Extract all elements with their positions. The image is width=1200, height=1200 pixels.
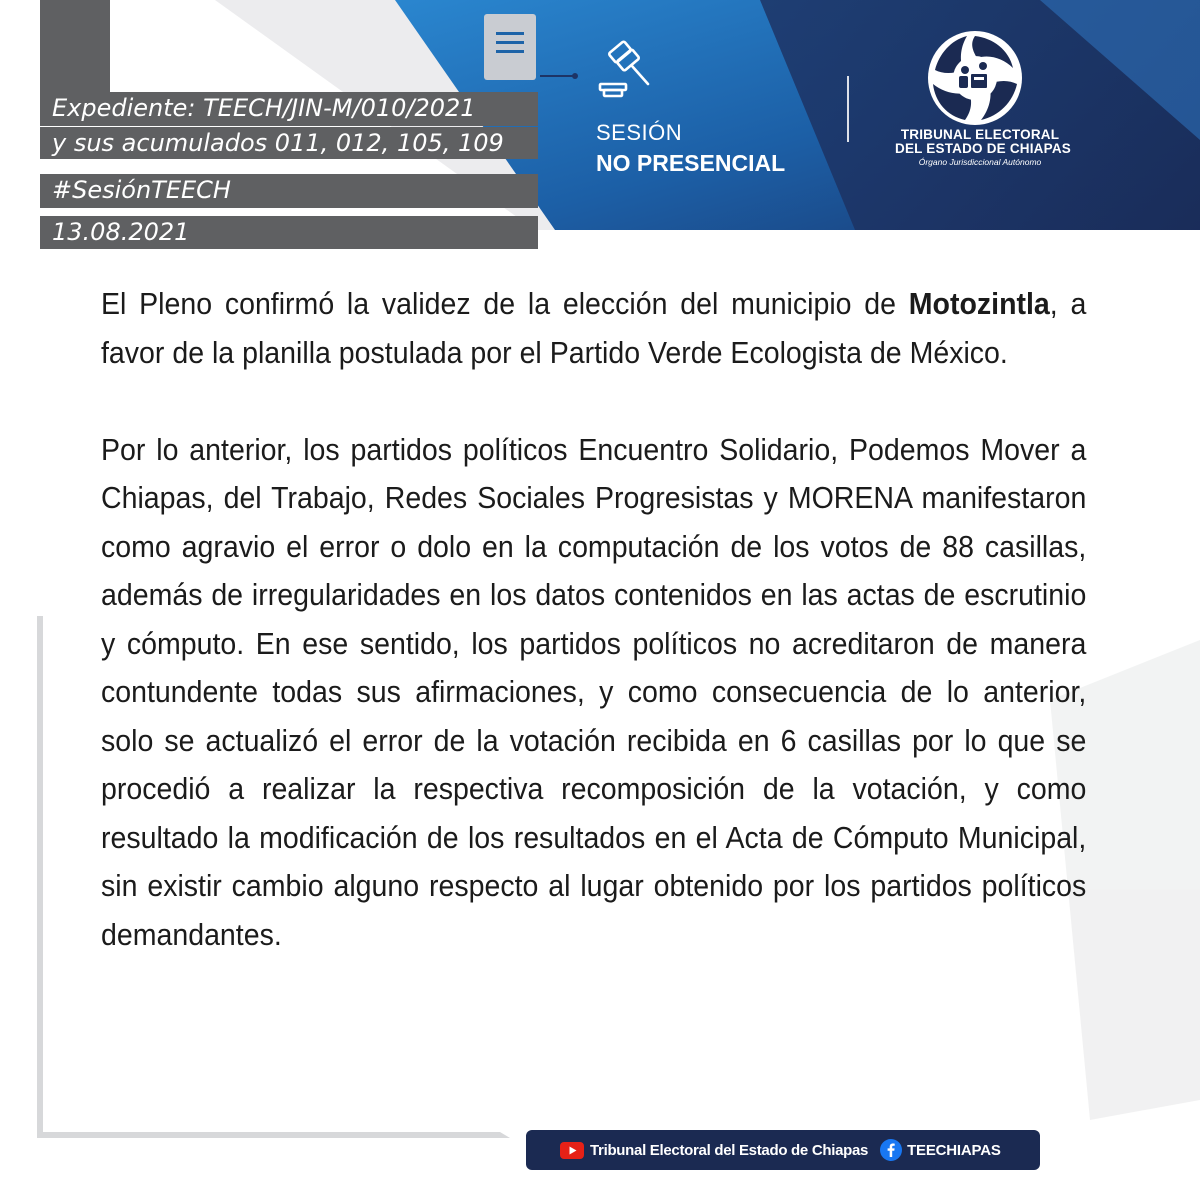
expediente-line-2: y sus acumulados 011, 012, 105, 109 [40,127,538,159]
organization-name [895,127,1071,168]
paragraph-1-end: , a favor de la planilla postulada por el Partido Verde Ecologista de México. [101,286,1087,370]
youtube-channel-link[interactable]: Tribunal Electoral del Estado de Chiapas [590,1141,869,1159]
header-divider [847,76,849,142]
paragraph-1 [101,280,1086,377]
expediente-line-1: Expediente: TEECH/JIN-M/010/2021 [40,92,538,126]
paragraph-1-start: El Pleno confirmó la validez de la elección del municipio de [101,286,909,321]
date-label: 13.08.2021 [40,216,538,249]
teech-logo [924,28,1026,128]
hashtag-label: #SesiónTEECH [40,174,538,208]
paragraph-gap [101,377,1086,426]
organization-name-line-1: TRIBUNAL ELECTORAL [900,127,1060,142]
municipality-name: Motozintla [908,286,1050,321]
youtube-icon[interactable] [560,1142,584,1159]
paragraph-2: Por lo anterior, los partidos políticos Encuentro Solidario, Podemos Mover a Chiapas, del Trabajo, Redes Sociales Progresistas y MORENA manifestaron como agravio el error o dolo en la computación de los votos de 88 casillas, además de irregularidades en los datos contenidos en las actas de escrutinio y cómputo. En ese sentido, los partidos políticos no acreditaron de manera contundente todas sus afirmaciones, y como consecuencia de lo anterior, solo se actualizó el error de la votación recibida en 6 casillas por lo que se procedió a realizar la respectiva recomposición de la votación, y como resultado la modificación de los resultados en el Acta de Cómputo Municipal, sin existir cambio alguno respecto al lugar obtenido por los partidos políticos demandantes. [101,431,1087,952]
document-icon [484,14,536,80]
facebook-page-link[interactable]: TEECHIAPAS [907,1141,1001,1159]
social-footer [526,1130,1040,1170]
session-title: SESIÓN [596,120,683,145]
organization-name-line-2: DEL ESTADO DE CHIAPAS [895,141,1071,156]
gavel-icon [596,40,660,104]
session-type: NO PRESENCIAL [596,150,786,176]
facebook-icon[interactable] [880,1139,902,1161]
body-text [101,280,1086,959]
organization-subtitle: Órgano Jurisdiccional Autónomo [918,157,1042,167]
